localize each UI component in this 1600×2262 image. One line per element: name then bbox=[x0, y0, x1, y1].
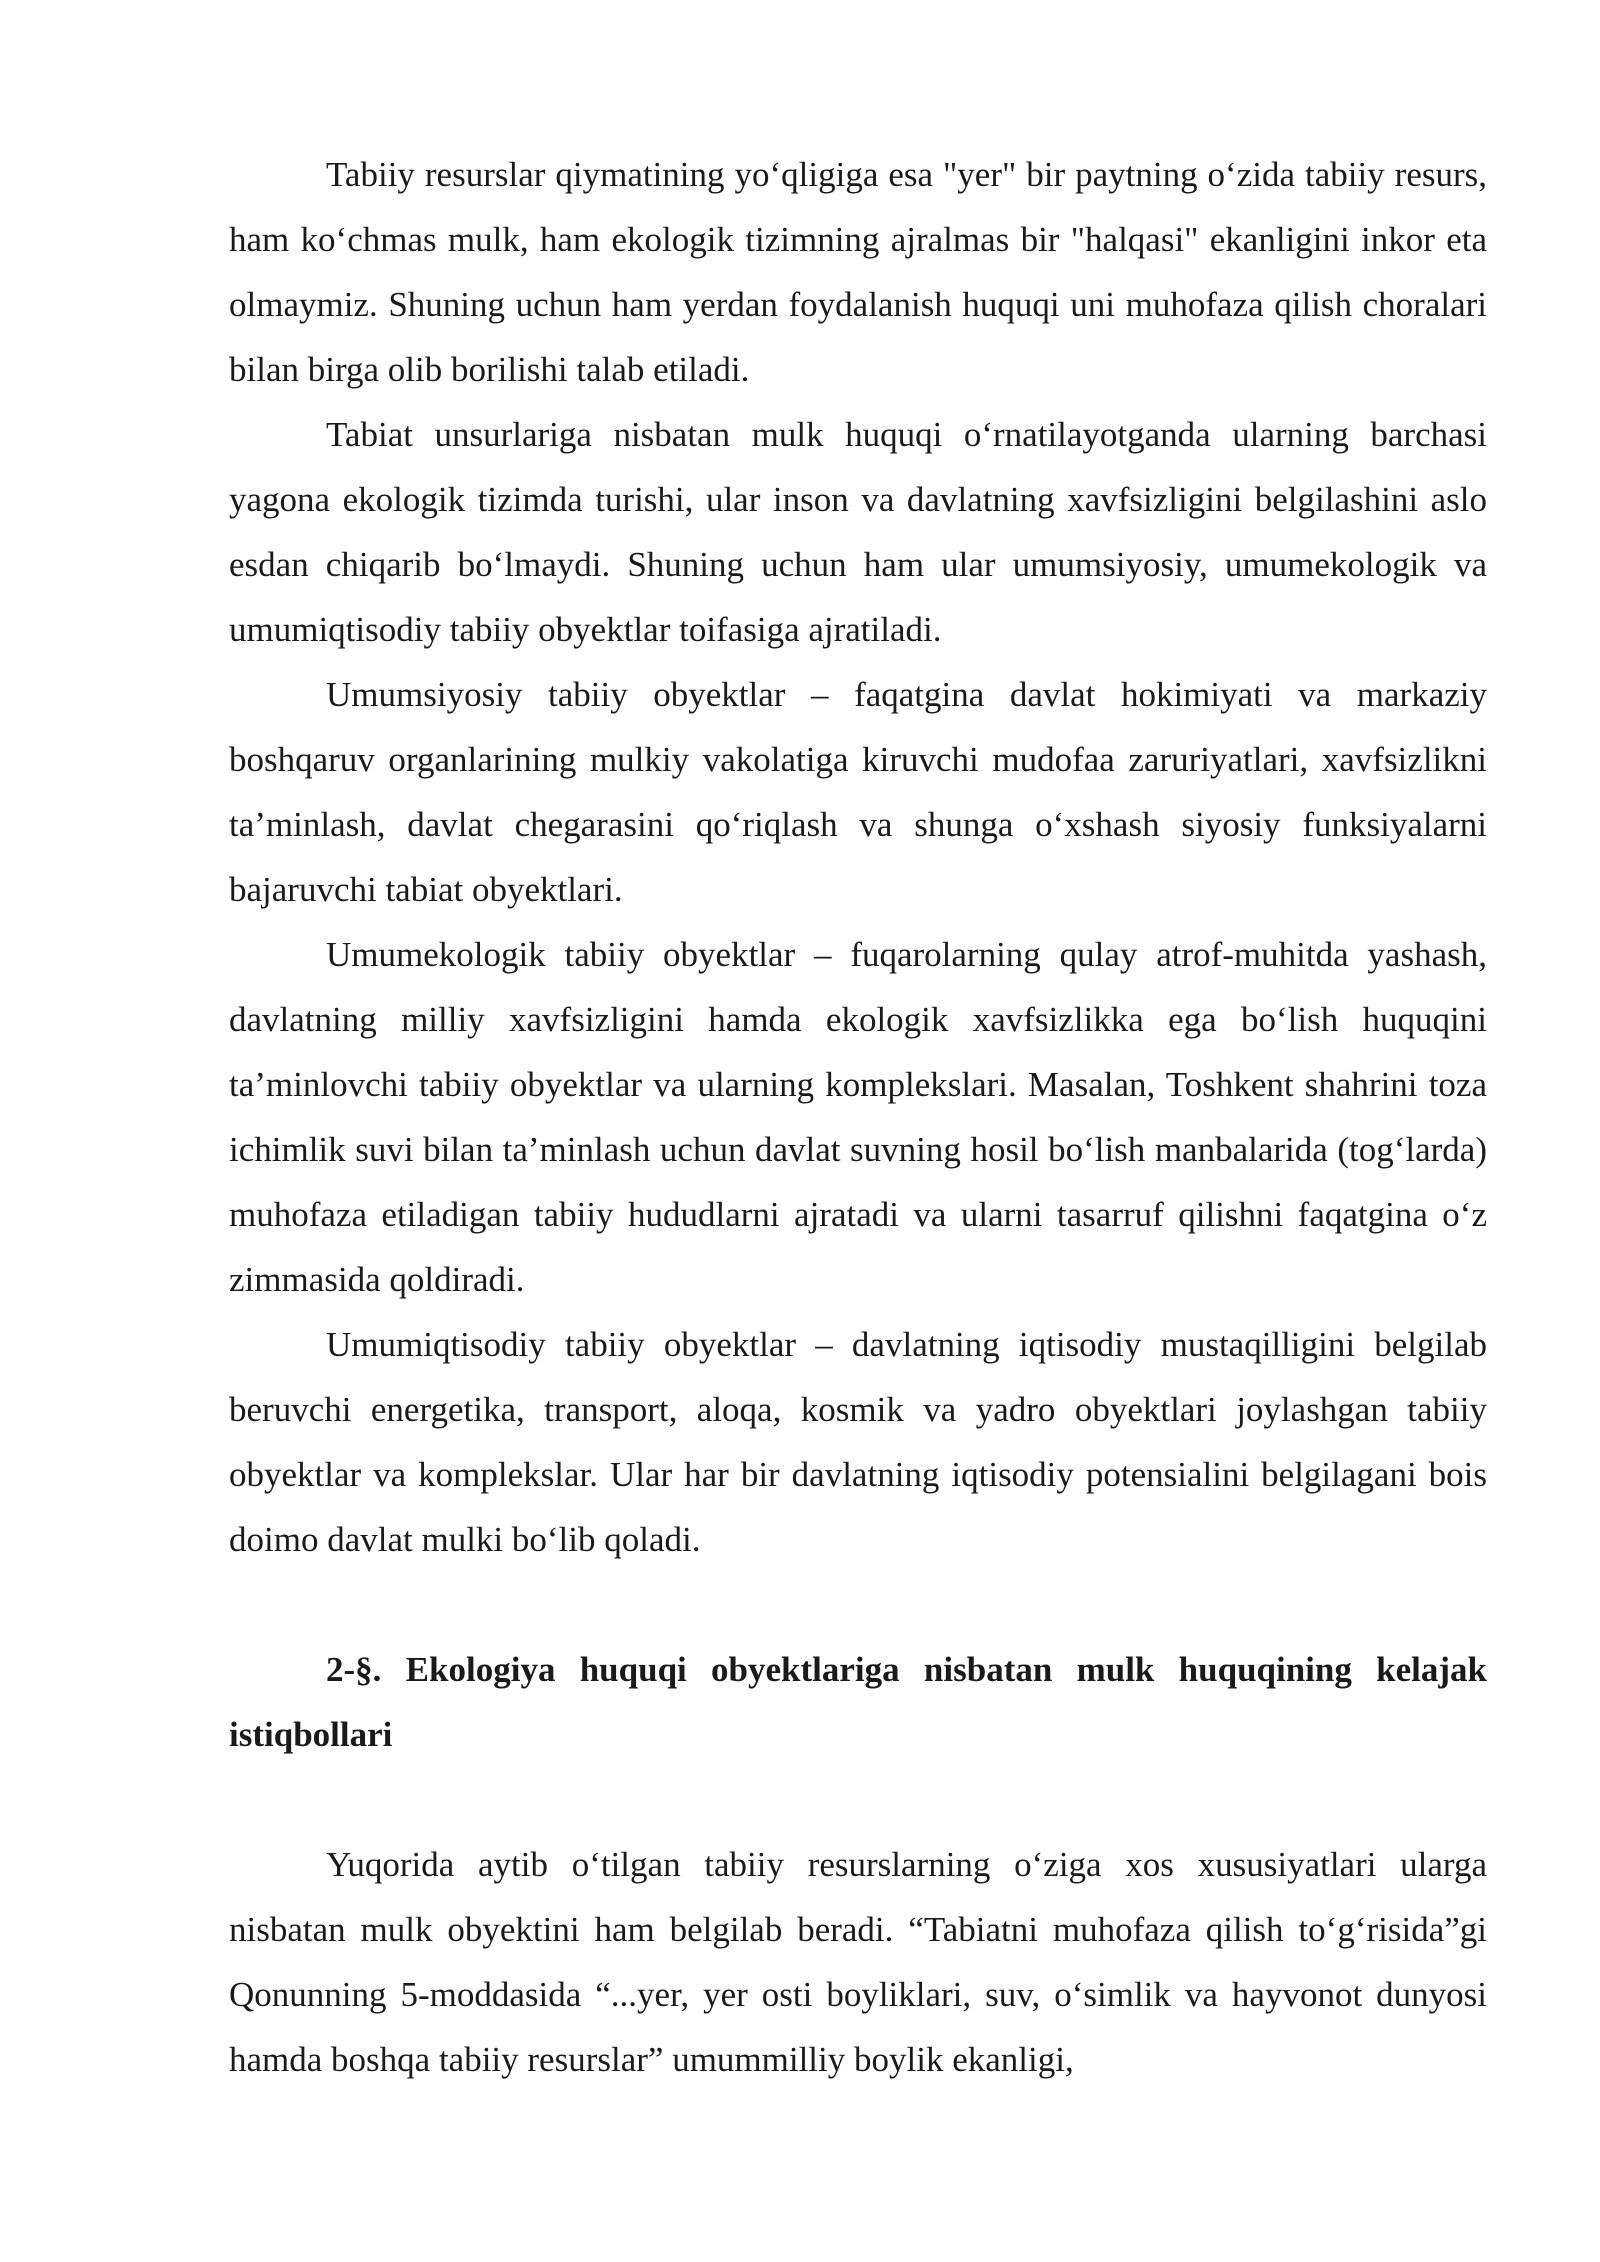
paragraph-economic-objects: Umumiqtisodiy tabiiy obyektlar – davlatning iqtisodiy mustaqilligini belgilab beruvchi energetika, transport, aloqa, kosmik va yadro obyektlari joylashgan tabiiy obyektlar va komplekslar. Ular har bir davlatning iqtisodiy potensialini belgilagani bois doimo davlat mulki bo‘lib qoladi. bbox=[229, 1325, 1487, 1559]
paragraph-political-objects: Umumsiyosiy tabiiy obyektlar – faqatgina davlat hokimiyati va markaziy boshqaruv organlarining mulkiy vakolatiga kiruvchi mudofaa zaruriyatlari, xavfsizlikni ta’minlash, davlat chegarasini qo‘riqlash va shunga o‘xshash siyosiy funksiyalarni bajaruvchi tabiat obyektlari. bbox=[229, 675, 1487, 909]
paragraph-ecological-objects: Umumekologik tabiiy obyektlar – fuqarolarning qulay atrof-muhitda yashash, davlatning milliy xavfsizligini hamda ekologik xavfsizlikka ega bo‘lish huquqini ta’minlovchi tabiiy obyektlar va ularning komplekslari. Masalan, Toshkent shahrini toza ichimlik suvi bilan ta’minlash uchun davlat suvning hosil bo‘lish manbalarida (tog‘larda) muhofaza etiladigan tabiiy hududlarni ajratadi va ularni tasarruf qilishni faqatgina o‘z zimmasida qoldiradi. bbox=[229, 935, 1487, 1299]
paragraph-yer-resource: Tabiiy resurslar qiymatining yo‘qligiga esa "yer" bir paytning o‘zida tabiiy resurs, ham ko‘chmas mulk, ham ekologik tizimning ajralmas bir "halqasi" ekanligini inkor eta olmaymiz. Shuning uchun ham yerdan foydalanish huquqi uni muhofaza qilish choralari bilan birga olib borilishi talab etiladi. bbox=[229, 155, 1487, 389]
document-body bbox=[229, 142, 1487, 2092]
paragraph-resource-features: Yuqorida aytib o‘tilgan tabiiy resurslarning o‘ziga xos xususiyatlari ularga nisbatan mulk obyektini ham belgilab beradi. “Tabiatni muhofaza qilish to‘g‘risida”gi Qonunning 5-moddasida “...yer, yer osti boyliklari, suv, o‘simlik va hayvonot dunyosi hamda boshqa tabiiy resurslar” umummilliy boylik ekanligi, bbox=[229, 1845, 1487, 2079]
section-heading: 2-§. Ekologiya huquqi obyektlariga nisbatan mulk huquqining kelajak istiqbollari bbox=[229, 1650, 1487, 1754]
paragraph-nature-elements: Tabiat unsurlariga nisbatan mulk huquqi o‘rnatilayotganda ularning barchasi yagona ekologik tizimda turishi, ular inson va davlatning xavfsizligini belgilashini aslo esdan chiqarib bo‘lmaydi. Shuning uchun ham ular umumsiyosiy, umumekologik va umumiqtisodiy tabiiy obyektlar toifasiga ajratiladi. bbox=[229, 415, 1487, 649]
